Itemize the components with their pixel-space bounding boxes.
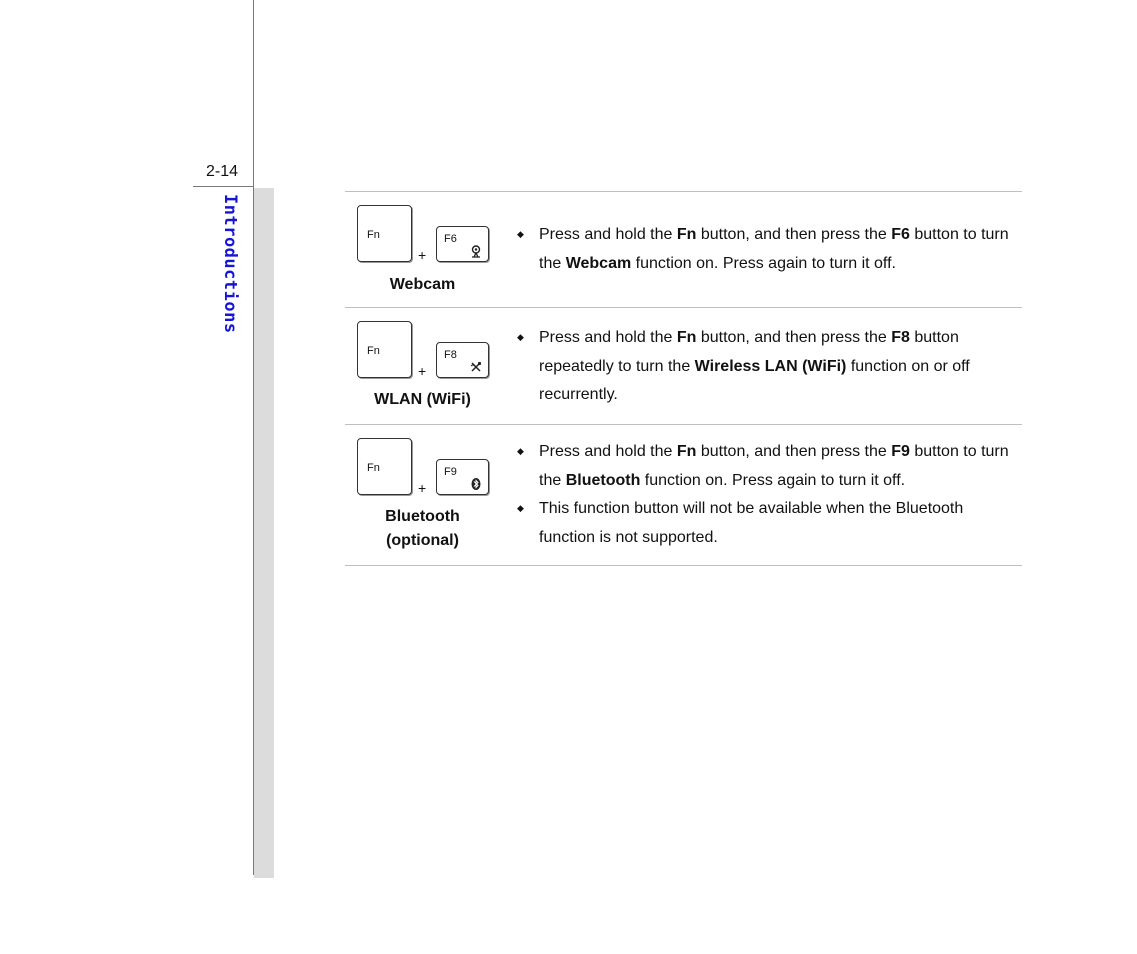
fn-key [357, 321, 412, 378]
f8-key [436, 342, 489, 378]
description [515, 221, 1015, 278]
fn-key-label: Fn [367, 229, 380, 241]
hotkey-table [345, 191, 1022, 566]
bold-text: Fn [676, 329, 697, 346]
text: button, and then press the [696, 329, 892, 346]
wireless-icon [469, 360, 483, 374]
hotkey-row-wlan [345, 307, 1022, 424]
f8-key-label: F8 [444, 349, 457, 361]
bullet-item [515, 495, 1015, 552]
bold-text: Bluetooth [565, 471, 641, 489]
bullet-item [515, 221, 1015, 278]
text: button, and then press the [696, 443, 892, 460]
key-combo [357, 205, 492, 280]
fn-key [357, 205, 412, 262]
key-caption-line1: Bluetooth [385, 508, 460, 525]
text: button to turn the [539, 443, 1009, 489]
text: function on or off recurrently. [539, 357, 970, 403]
section-title: Introductions [220, 194, 240, 334]
f6-key-label: F6 [444, 233, 457, 245]
text: button, and then press the [696, 226, 892, 243]
bold-text: F6 [891, 226, 910, 243]
bluetooth-icon [469, 477, 483, 491]
bullet-item [515, 324, 1015, 410]
f6-key [436, 226, 489, 262]
key-caption: WLAN (WiFi) [374, 391, 471, 408]
hotkey-row-bluetooth [345, 424, 1022, 566]
plus-sign: + [418, 363, 427, 379]
bold-text: F8 [891, 329, 910, 346]
bold-text: Fn [676, 226, 697, 243]
text: Press and hold the [539, 329, 677, 346]
plus-sign: + [418, 247, 427, 263]
fn-key-label: Fn [367, 345, 380, 357]
margin-strip [254, 188, 274, 878]
bullet-item [515, 438, 1015, 495]
key-caption-line2: (optional) [386, 532, 459, 549]
key-combo [357, 438, 492, 513]
text: This function button will not be available when the Bluetooth function is not supported. [539, 500, 964, 546]
bold-text: Webcam [565, 254, 632, 272]
page-number-rule [193, 186, 253, 187]
text: button to turn the [539, 226, 1009, 272]
webcam-icon [469, 244, 483, 258]
text: function on. Press again to turn it off. [631, 254, 896, 272]
key-combo [357, 321, 492, 396]
text: function on. Press again to turn it off. [640, 471, 906, 489]
hotkey-row-webcam [345, 191, 1022, 307]
text: Press and hold the [539, 226, 677, 243]
description [515, 324, 1015, 410]
fn-key [357, 438, 412, 495]
text: button repeatedly to turn the [539, 329, 959, 375]
key-caption: Webcam [389, 276, 456, 293]
text: Press and hold the [539, 443, 677, 460]
bold-text: Wireless LAN (WiFi) [694, 357, 847, 375]
f9-key [436, 459, 489, 495]
f9-key-label: F9 [444, 466, 457, 478]
fn-key-label: Fn [367, 462, 380, 474]
bold-text: F9 [891, 443, 910, 460]
bold-text: Fn [676, 443, 697, 460]
plus-sign: + [418, 480, 427, 496]
description [515, 438, 1015, 552]
page-number: 2-14 [206, 163, 239, 180]
